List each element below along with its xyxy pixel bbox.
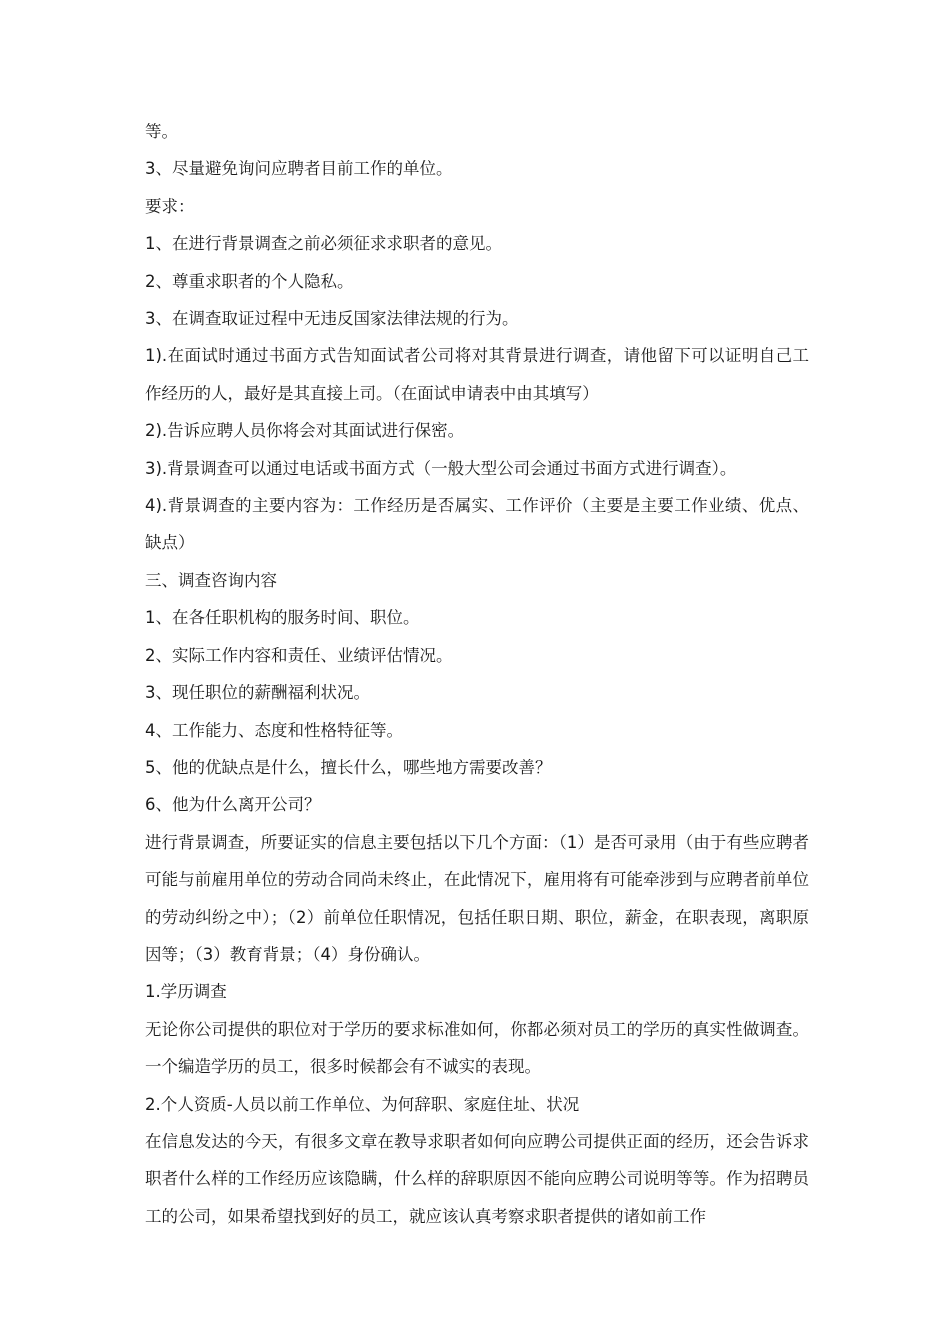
paragraph: 2).告诉应聘人员你将会对其面试进行保密。: [145, 421, 465, 441]
paragraph: 1、在进行背景调查之前必须征求求职者的意见。: [145, 234, 502, 254]
paragraph: 3、尽量避免询问应聘者目前工作的单位。: [145, 159, 453, 179]
paragraph: 2、尊重求职者的个人隐私。: [145, 271, 354, 291]
paragraph: 6、他为什么离开公司？: [145, 795, 321, 815]
section-heading: 2.个人资质-人员以前工作单位、为何辞职、家庭住址、状况: [145, 1094, 580, 1114]
paragraph: 进行背景调查，所要证实的信息主要包括以下几个方面：（1）是否可录用（由于有些应聘者可能与前雇用单位的劳动合同尚未终止，在此情况下，雇用将有可能牵涉到与应聘者前单位的劳动纠纷之中）；（2）前单位任职情况，包括任职日期、职位，薪金，在职表现，离职原因等；（3）教育背景；（4）身份确认。: [145, 832, 809, 964]
paragraph: 1).在面试时通过书面方式告知面试者公司将对其背景进行调查，请他留下可以证明自己工作经历的人，最好是其直接上司。（在面试申请表中由其填写）: [145, 346, 809, 403]
document-body: [145, 113, 809, 1235]
section-heading: 1.学历调查: [145, 982, 227, 1002]
paragraph: 5、他的优缺点是什么，擅长什么，哪些地方需要改善？: [145, 757, 552, 777]
paragraph: 3、现任职位的薪酬福利状况。: [145, 683, 370, 703]
section-heading: 要求：: [145, 196, 195, 216]
paragraph: 2、实际工作内容和责任、业绩评估情况。: [145, 645, 453, 665]
section-heading: 三、调查咨询内容: [145, 570, 277, 590]
paragraph: 无论你公司提供的职位对于学历的要求标准如何，你都必须对员工的学历的真实性做调查。一个编造学历的员工，很多时候都会有不诚实的表现。: [145, 1019, 809, 1077]
paragraph: 1、在各任职机构的服务时间、职位。: [145, 608, 420, 628]
paragraph: 在信息发达的今天，有很多文章在教导求职者如何向应聘公司提供正面的经历，还会告诉求职者什么样的工作经历应该隐瞒，什么样的辞职原因不能向应聘公司说明等等。作为招聘员工的公司，如果希望找到好的员工，就应该认真考察求职者提供的诸如前工作: [145, 1131, 809, 1226]
paragraph: 4).背景调查的主要内容为：工作经历是否属实、工作评价（主要是主要工作业绩、优点、缺点）: [145, 496, 809, 553]
paragraph: 等。: [145, 122, 178, 141]
paragraph: 4、工作能力、态度和性格特征等。: [145, 720, 403, 740]
paragraph: 3).背景调查可以通过电话或书面方式（一般大型公司会通过书面方式进行调查）。: [145, 458, 737, 478]
paragraph: 3、在调查取证过程中无违反国家法律法规的行为。: [145, 309, 519, 329]
